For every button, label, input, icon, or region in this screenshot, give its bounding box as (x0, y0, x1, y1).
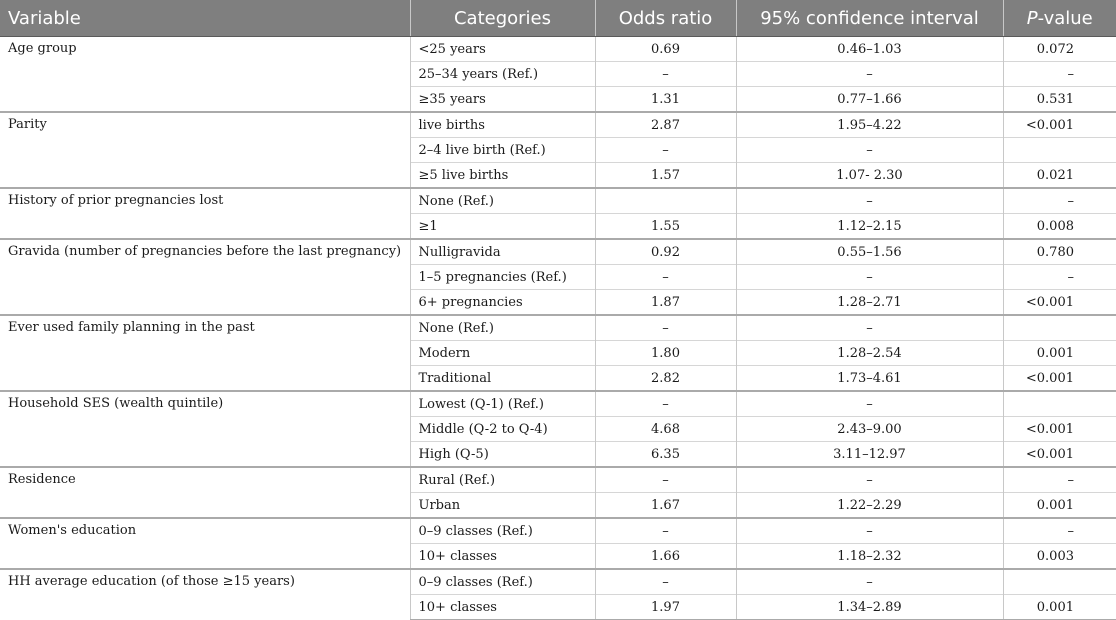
table-row (0, 37, 1116, 62)
confidence-interval-cell: – (736, 467, 1003, 493)
table-row (0, 467, 1116, 493)
category-cell: Traditional (410, 366, 595, 392)
variable-cell: Residence (0, 467, 410, 518)
odds-ratio-cell: 0.92 (595, 239, 736, 265)
table-row (0, 315, 1116, 341)
confidence-interval-cell: 1.95–4.22 (736, 112, 1003, 138)
category-cell: 10+ classes (410, 595, 595, 620)
p-value-cell: <0.001 (1003, 290, 1116, 316)
category-cell: None (Ref.) (410, 315, 595, 341)
variable-cell: Age group (8, 41, 77, 56)
category-cell: Middle (Q-2 to Q-4) (410, 417, 595, 442)
category-cell: High (Q-5) (410, 442, 595, 468)
table-row (0, 239, 1116, 265)
confidence-interval-cell: – (736, 265, 1003, 290)
category-cell: Urban (410, 493, 595, 519)
variable-cell: Parity (0, 112, 410, 188)
odds-ratio-cell: 1.31 (595, 87, 736, 113)
variable-cell: Women's education (0, 518, 410, 569)
confidence-interval-cell: – (736, 518, 1003, 544)
category-cell: 2–4 live birth (Ref.) (410, 138, 595, 163)
odds-ratio-cell: – (595, 569, 736, 595)
p-value-cell (1003, 138, 1116, 163)
odds-ratio-cell: – (595, 391, 736, 417)
category-cell: Nulligravida (410, 239, 595, 265)
confidence-interval-cell: 2.43–9.00 (736, 417, 1003, 442)
odds-ratio-cell: 1.80 (595, 341, 736, 366)
confidence-interval-cell: – (736, 391, 1003, 417)
category-cell: 6+ pregnancies (410, 290, 595, 316)
variable-cell: Household SES (wealth quintile) (0, 391, 410, 467)
odds-ratio-cell: – (595, 315, 736, 341)
odds-ratio-cell: 6.35 (595, 442, 736, 468)
header-odds-ratio: Odds ratio (595, 0, 736, 37)
category-cell: ≥5 live births (410, 163, 595, 189)
table-body (0, 37, 1116, 620)
confidence-interval-cell: 1.73–4.61 (736, 366, 1003, 392)
header-p-italic: P (1026, 7, 1038, 29)
p-value-cell: <0.001 (1003, 442, 1116, 468)
header-confidence-interval: 95% confidence interval (736, 0, 1003, 37)
p-value-cell: 0.021 (1003, 163, 1116, 189)
confidence-interval-cell: 1.28–2.54 (736, 341, 1003, 366)
p-value-cell (1003, 391, 1116, 417)
p-value-cell: 0.001 (1003, 493, 1116, 519)
p-value-cell: – (1003, 467, 1116, 493)
odds-ratio-cell: 0.69 (595, 37, 736, 62)
table-row (0, 391, 1116, 417)
p-value-cell: 0.001 (1003, 595, 1116, 620)
odds-ratio-cell (595, 188, 736, 214)
p-value-cell: 0.780 (1003, 239, 1116, 265)
category-cell: 0–9 classes (Ref.) (410, 569, 595, 595)
confidence-interval-cell: – (736, 62, 1003, 87)
p-value-cell: 0.531 (1003, 87, 1116, 113)
confidence-interval-cell: 1.07- 2.30 (736, 163, 1003, 189)
confidence-interval-cell: 1.34–2.89 (736, 595, 1003, 620)
p-value-cell: – (1003, 62, 1116, 87)
odds-ratio-cell: 1.66 (595, 544, 736, 570)
header-p-value (1003, 0, 1116, 37)
variable-cell: Gravida (number of pregnancies before the last pregnancy) (0, 239, 410, 315)
confidence-interval-cell: – (736, 138, 1003, 163)
confidence-interval-cell: 0.46–1.03 (736, 37, 1003, 62)
category-cell: <25 years (410, 37, 595, 62)
p-value-cell: – (1003, 188, 1116, 214)
odds-ratio-cell: – (595, 138, 736, 163)
confidence-interval-cell: – (736, 188, 1003, 214)
confidence-interval-cell: 1.18–2.32 (736, 544, 1003, 570)
table-row (0, 112, 1116, 138)
confidence-interval-cell: 1.12–2.15 (736, 214, 1003, 240)
confidence-interval-cell: 0.77–1.66 (736, 87, 1003, 113)
category-cell: 25–34 years (Ref.) (410, 62, 595, 87)
p-value-cell: <0.001 (1003, 112, 1116, 138)
p-value-cell: 0.072 (1003, 37, 1116, 62)
confidence-interval-cell: 0.55–1.56 (736, 239, 1003, 265)
variable-cell: HH average education (of those ≥15 years) (0, 569, 410, 620)
p-value-cell (1003, 569, 1116, 595)
p-value-cell: 0.008 (1003, 214, 1116, 240)
table-row (0, 518, 1116, 544)
table-row (0, 188, 1116, 214)
category-cell: 1–5 pregnancies (Ref.) (410, 265, 595, 290)
odds-ratio-cell: 2.82 (595, 366, 736, 392)
confidence-interval-cell: 1.22–2.29 (736, 493, 1003, 519)
category-cell: Modern (410, 341, 595, 366)
odds-ratio-cell: – (595, 467, 736, 493)
category-cell: 10+ classes (410, 544, 595, 570)
table-header (0, 0, 1116, 37)
category-cell: 0–9 classes (Ref.) (410, 518, 595, 544)
table-row (0, 569, 1116, 595)
p-value-cell: <0.001 (1003, 417, 1116, 442)
p-value-cell: – (1003, 265, 1116, 290)
p-value-cell: 0.003 (1003, 544, 1116, 570)
odds-ratio-cell: 1.97 (595, 595, 736, 620)
category-cell: Lowest (Q-1) (Ref.) (410, 391, 595, 417)
header-variable: Variable (0, 0, 410, 37)
confidence-interval-cell: 1.28–2.71 (736, 290, 1003, 316)
category-cell: live births (410, 112, 595, 138)
odds-ratio-cell: 2.87 (595, 112, 736, 138)
p-value-cell: – (1003, 518, 1116, 544)
odds-ratio-cell: 1.55 (595, 214, 736, 240)
odds-ratio-cell: – (595, 265, 736, 290)
category-cell: Rural (Ref.) (410, 467, 595, 493)
odds-ratio-cell: 4.68 (595, 417, 736, 442)
header-p-suffix: -value (1037, 7, 1093, 29)
odds-ratio-cell: 1.67 (595, 493, 736, 519)
category-cell: ≥35 years (410, 87, 595, 113)
variable-cell: Ever used family planning in the past (0, 315, 410, 391)
p-value-cell (1003, 315, 1116, 341)
confidence-interval-cell: 3.11–12.97 (736, 442, 1003, 468)
p-value-cell: 0.001 (1003, 341, 1116, 366)
confidence-interval-cell: – (736, 315, 1003, 341)
confidence-interval-cell: – (736, 569, 1003, 595)
header-categories: Categories (410, 0, 595, 37)
variable-cell: History of prior pregnancies lost (0, 188, 410, 239)
odds-ratio-cell: – (595, 518, 736, 544)
odds-ratio-cell: 1.57 (595, 163, 736, 189)
p-value-cell: <0.001 (1003, 366, 1116, 392)
odds-ratio-cell: 1.87 (595, 290, 736, 316)
category-cell: ≥1 (410, 214, 595, 240)
category-cell: None (Ref.) (410, 188, 595, 214)
odds-ratio-cell: – (595, 62, 736, 87)
